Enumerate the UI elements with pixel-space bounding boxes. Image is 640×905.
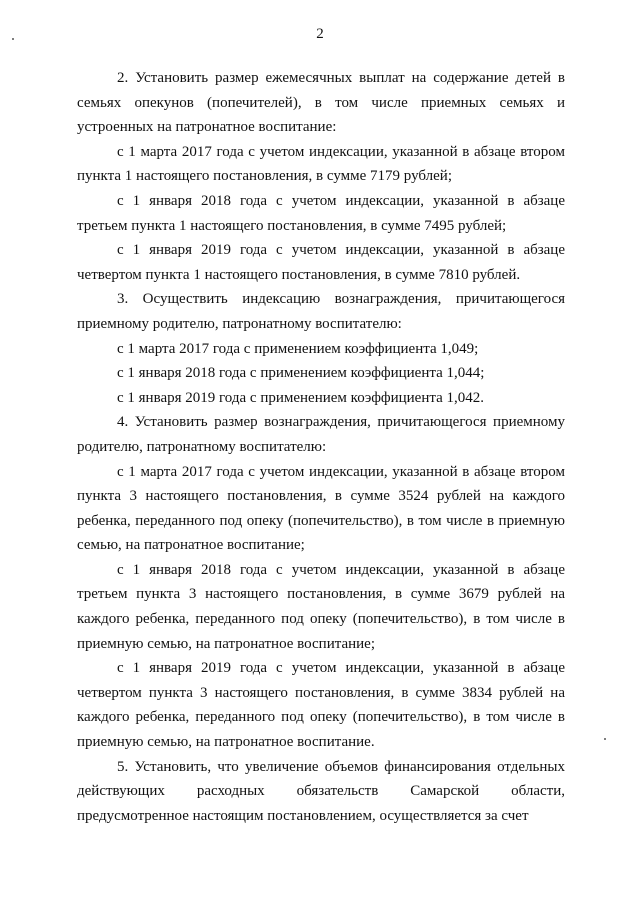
paragraph-3: 3. Осуществить индексацию вознаграждения, причитающегося приемному родителю, патронатному воспитателю: xyxy=(77,291,565,332)
paragraph-5: 5. Установить, что увеличение объемов финансирования отдельных действующих расходных обязательств Самарской области, предусмотренное настоящим постановлением, осуществляется за счет xyxy=(77,758,565,824)
scan-speck xyxy=(12,38,14,40)
paragraph-4-item-2: с 1 января 2018 года с учетом индексации, указанной в абзаце третьем пункта 3 настоящего постановления, в сумме 3679 рублей на каждого ребенка, переданного под опеку (попечительство), в том числе в приемную семью, на патронатное воспитание; xyxy=(77,561,565,652)
paragraph-2-item-2: с 1 января 2018 года с учетом индексации, указанной в абзаце третьем пункта 1 настоящего постановления, в сумме 7495 рублей; xyxy=(77,192,565,234)
paragraph-2-item-3: с 1 января 2019 года с учетом индексации, указанной в абзаце четвертом пункта 1 настоящего постановления, в сумме 7810 рублей. xyxy=(77,242,565,283)
document-body xyxy=(77,66,565,828)
paragraph-4: 4. Установить размер вознаграждения, причитающегося приемному родителю, патронатному воспитателю: xyxy=(77,414,565,455)
paragraph-3-item-3: с 1 января 2019 года с применением коэффициента 1,042. xyxy=(117,389,484,406)
paragraph-4-item-3: с 1 января 2019 года с учетом индексации, указанной в абзаце четвертом пункта 3 настоящего постановления, в сумме 3834 рублей на каждого ребенка, переданного под опеку (попечительство), в том числе в приемную семью, на патронатное воспитание. xyxy=(77,660,565,751)
page-number: 2 xyxy=(316,26,324,42)
paragraph-2-item-1: с 1 марта 2017 года с учетом индексации, указанной в абзаце втором пункта 1 настоящего постановления, в сумме 7179 рублей; xyxy=(77,143,565,185)
paragraph-3-item-2: с 1 января 2018 года с применением коэффициента 1,044; xyxy=(117,365,485,382)
scan-speck xyxy=(604,738,606,740)
paragraph-3-item-1: с 1 марта 2017 года с применением коэффициента 1,049; xyxy=(117,340,479,357)
paragraph-4-item-1: с 1 марта 2017 года с учетом индексации, указанной в абзаце втором пункта 3 настоящего постановления, в сумме 3524 рублей на каждого ребенка, переданного под опеку (попечительство), в том числе в приемную семью, на патронатное воспитание; xyxy=(77,463,565,554)
paragraph-2: 2. Установить размер ежемесячных выплат на содержание детей в семьях опекунов (попечителей), в том числе приемных семьях и устроенных на патронатное воспитание: xyxy=(77,70,565,136)
